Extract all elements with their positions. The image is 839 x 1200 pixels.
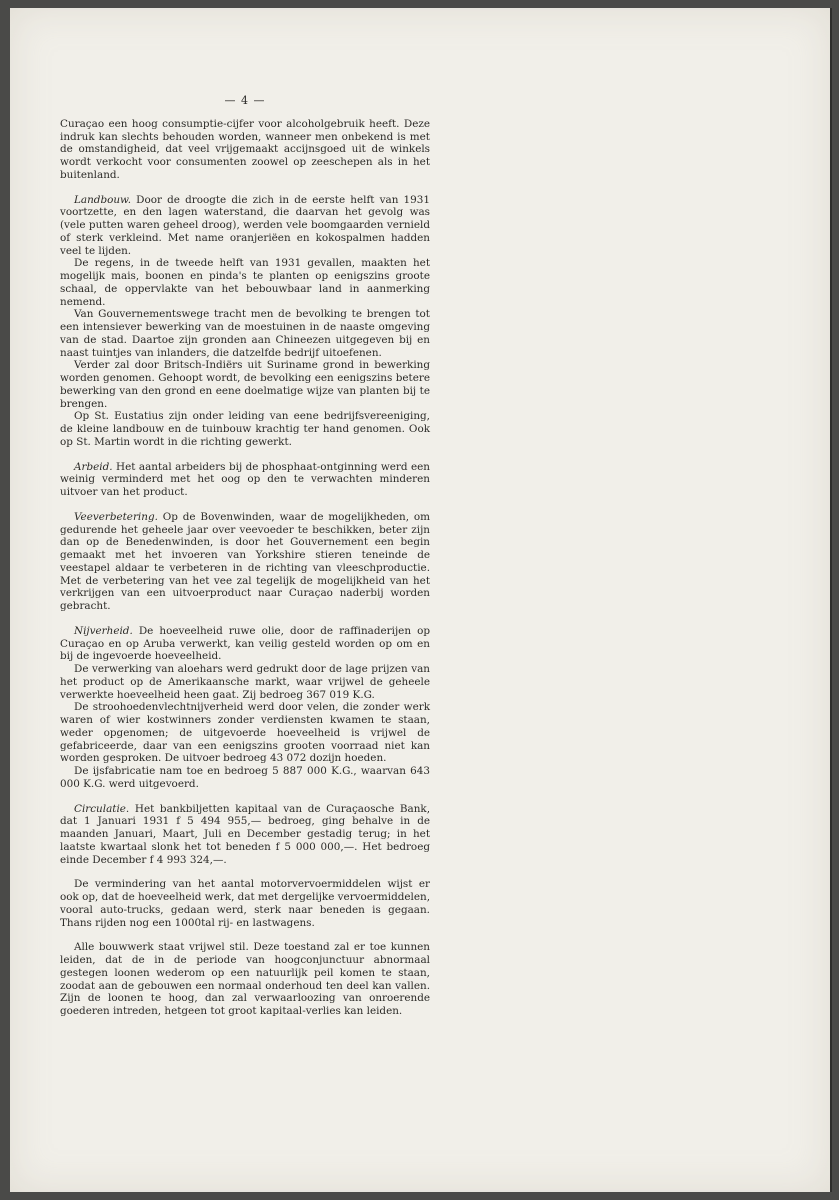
paragraph-landbouw-5: Op St. Eustatius zijn onder leiding van eene bedrijfsvereeniging, de kleine landbouw en de tuinbouw krachtig ter hand genomen. Ook op St. Martin wordt in die richting gewerkt. bbox=[60, 410, 430, 448]
paragraph-veeverbetering: Veeverbetering. Op de Bovenwinden, waar de mogelijkheden, om gedurende het geheele jaar over veevoeder te beschikken, beter zijn dan op de Benedenwinden, is door het Gouvernement een begin gemaakt met het invoeren van Yorkshire stieren teneinde de veestapel aldaar te verbeteren in de richting van vleeschproductie. Met de verbetering van het vee zal tegelijk de mogelijkheid van het verkrijgen van een uitvoerproduct naar Curaçao naderbij worden gebracht. bbox=[60, 510, 430, 612]
paragraph-landbouw-1: Landbouw. Door de droogte die zich in de eerste helft van 1931 voortzette, en den lagen waterstand, die daarvan het gevolg was (vele putten waren geheel droog), werden vele boomgaarden vernield of sterk verkleind. Met name oranjeriëen en kokospalmen hadden veel te lijden. bbox=[60, 193, 430, 257]
paragraph-arbeid: Arbeid. Het aantal arbeiders bij de phosphaat-ontginning werd een weinig verminderd met het oog op den te verwachten minderen uitvoer van het product. bbox=[60, 460, 430, 498]
paragraph-motorvervoer: De vermindering van het aantal motorvervoermiddelen wijst er ook op, dat de hoeveelheid werk, dat met dergelijke vervoermiddelen, vooral auto-trucks, gedaan werd, sterk naar beneden is gegaan. Thans rijden nog een 1000tal rij- en lastwagens. bbox=[60, 878, 430, 929]
paragraph-landbouw-2: De regens, in de tweede helft van 1931 gevallen, maakten het mogelijk mais, boonen en pinda's te planten op eenigszins groote schaal, de oppervlakte van het bebouwbaar land in aanmerking nemend. bbox=[60, 257, 430, 308]
paragraph-nijverheid-4: De ijsfabricatie nam toe en bedroeg 5 887 000 K.G., waarvan 643 000 K.G. werd uitgevoerd. bbox=[60, 765, 430, 790]
page-number: — 4 — bbox=[224, 94, 266, 107]
heading-circulatie: Circulatie. bbox=[74, 802, 130, 815]
paragraph-nijverheid-2: De verwerking van aloehars werd gedrukt door de lage prijzen van het product op de Amerikaansche markt, waar vrijwel de geheele verwerkte hoeveelheid heen gaat. Zij bedroeg 367 019 K.G. bbox=[60, 663, 430, 701]
paragraph-landbouw-3: Van Gouvernementswege tracht men de bevolking te brengen tot een intensiever bewerking van de moestuinen in de naaste omgeving van de stad. Daartoe zijn gronden aan Chineezen uitgegeven bij en naast tuintjes van inlanders, die datzelfde bedrijf uitoefenen. bbox=[60, 308, 430, 359]
heading-arbeid: Arbeid. bbox=[74, 460, 113, 473]
text-column bbox=[60, 95, 430, 1018]
paragraph-intro: Curaçao een hoog consumptie-cijfer voor alcoholgebruik heeft. Deze indruk kan slechts behouden worden, wanneer men onbekend is met de omstandigheid, dat veel vrijgemaakt accijnsgoed uit de winkels wordt verkocht voor consumenten zoowel op zeeschepen als in het buitenland. bbox=[60, 117, 430, 181]
paragraph-nijverheid-3: De stroohoedenvlechtnijverheid werd door velen, die zonder werk waren of wier kostwinners zonder verdiensten kwamen te staan, weder opgenomen; de uitgevoerde hoeveelheid is vrijwel de gefabriceerde, daar van een eenigszins grooten voorraad niet kan worden gesproken. De uitvoer bedroeg 43 072 dozijn hoeden. bbox=[60, 701, 430, 765]
document-page bbox=[10, 8, 832, 1192]
heading-landbouw: Landbouw. bbox=[74, 193, 132, 206]
heading-veeverbetering: Veeverbetering. bbox=[74, 510, 158, 523]
heading-nijverheid: Nijverheid. bbox=[74, 624, 133, 637]
paragraph-circulatie: Circulatie. Het bankbiljetten kapitaal van de Curaçaosche Bank, dat 1 Januari 1931 f 5 494 955,— bedroeg, ging behalve in de maanden Januari, Maart, Juli en December gestadig terug; in het laatste kwartaal slonk het tot beneden f 5 000 000,—. Het bedroeg einde December f 4 993 324,—. bbox=[60, 802, 430, 866]
paragraph-bouwwerk: Alle bouwwerk staat vrijwel stil. Deze toestand zal er toe kunnen leiden, dat de in de periode van hoogconjunctuur abnormaal gestegen loonen wederom op een natuurlijk peil komen te staan, zoodat aan de gebouwen een normaal onderhoud ten deel kan vallen. Zijn de loonen te hoog, dan zal verwaarloozing van onroerende goederen intreden, hetgeen tot groot kapitaal-verlies kan leiden. bbox=[60, 941, 430, 1017]
paragraph-landbouw-4: Verder zal door Britsch-Indiërs uit Suriname grond in bewerking worden genomen. Gehoopt wordt, de bevolking een eenigszins betere bewerking van den grond en eene doelmatige wijze van planten bij te brengen. bbox=[60, 359, 430, 410]
paragraph-nijverheid-1: Nijverheid. De hoeveelheid ruwe olie, door de raffinaderijen op Curaçao en op Aruba verwerkt, kan veilig gesteld worden op om en bij de ingevoerde hoeveelheid. bbox=[60, 624, 430, 663]
